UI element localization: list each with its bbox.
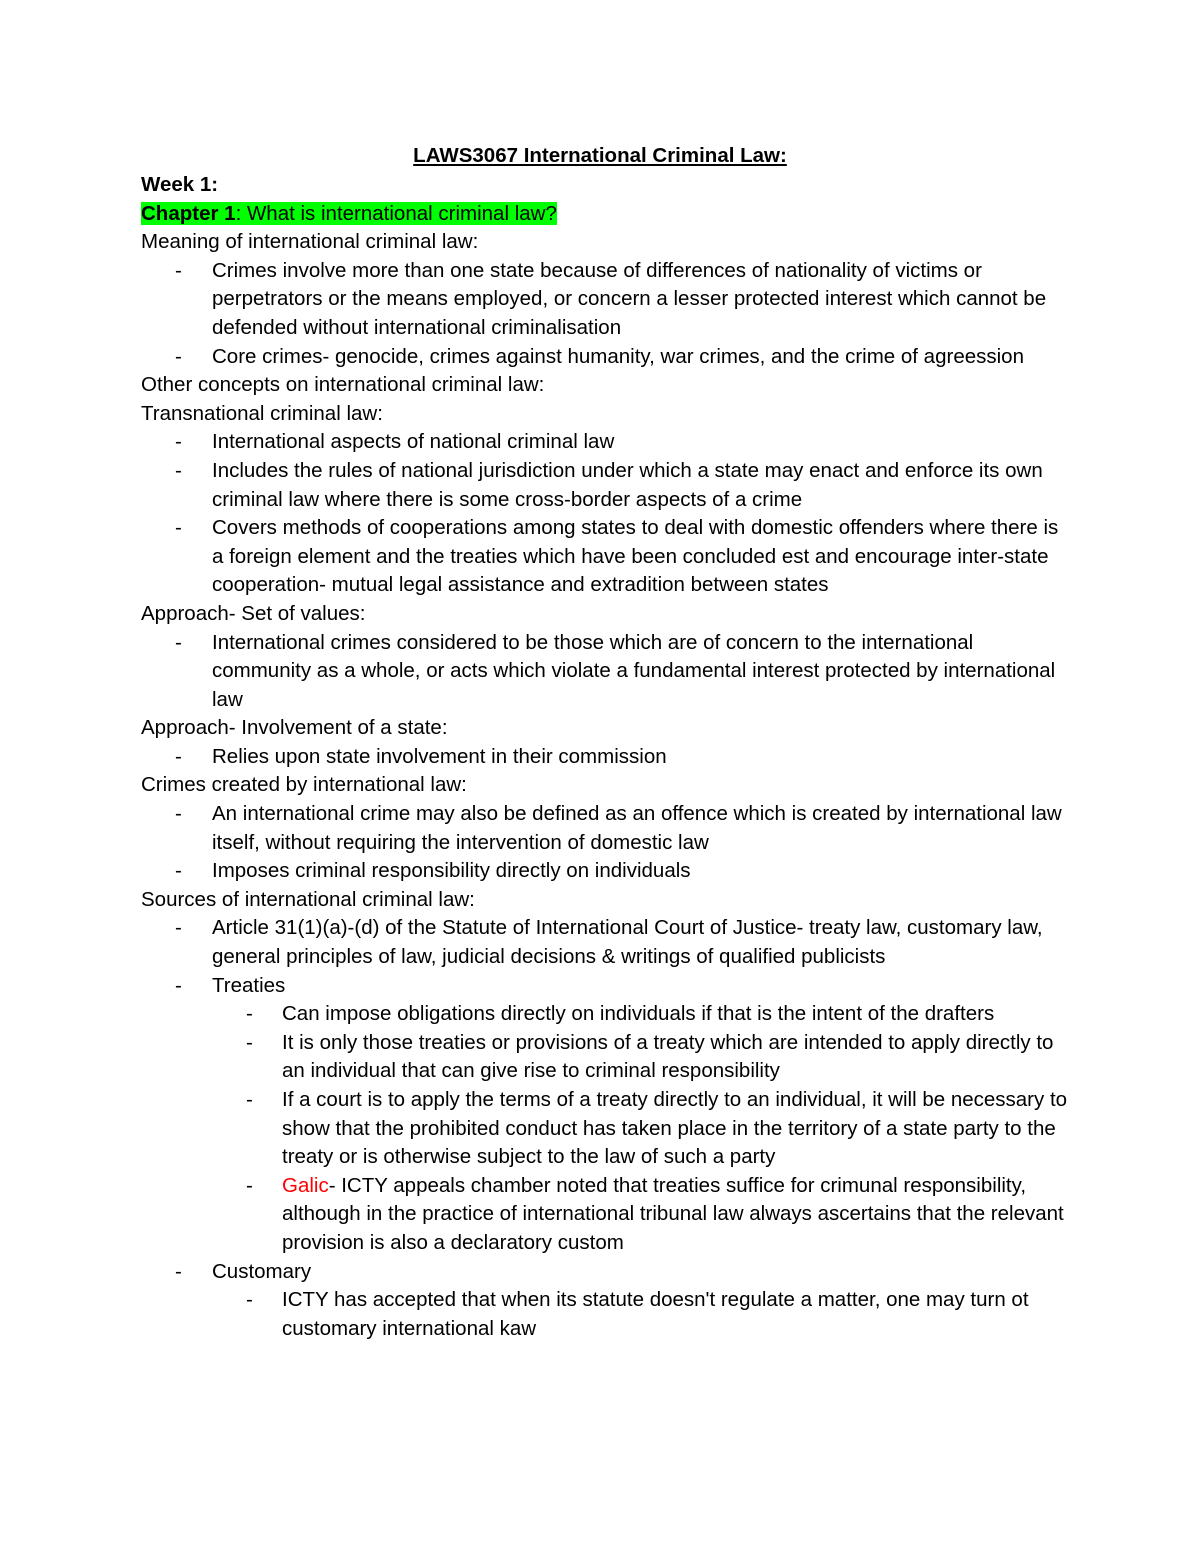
document-body	[141, 171, 1071, 1343]
list-item-customary	[141, 1258, 1071, 1287]
list-item-text: Imposes criminal responsibility directly on individuals	[212, 859, 691, 883]
chapter-heading	[141, 200, 1071, 229]
section-heading-involvement: Approach- Involvement of a state:	[141, 716, 448, 740]
list-item	[141, 629, 1071, 715]
bullet-dash: -	[246, 1002, 253, 1026]
section-heading-transnational: Transnational criminal law:	[141, 401, 383, 425]
bullet-dash: -	[246, 1288, 253, 1312]
document-title: LAWS3067 International Criminal Law:	[413, 144, 787, 167]
list-item	[141, 743, 1071, 772]
list-item-text: International aspects of national criminal law	[212, 430, 615, 454]
sub-list-item	[141, 1286, 1071, 1343]
bullet-dash: -	[175, 802, 182, 826]
bullet-dash: -	[175, 430, 182, 454]
list-item-text: Customary	[212, 1259, 312, 1283]
sub-list-item-text: - ICTY appeals chamber noted that treaties suffice for crimunal responsibility, although in the practice of international tribunal law always ascertains that the relevant provision is also a declaratory custom	[282, 1173, 1064, 1254]
list-item	[141, 457, 1071, 514]
list-item-text: Includes the rules of national jurisdiction under which a state may enact and enforce its own criminal law where there is some cross-border aspects of a crime	[212, 458, 1043, 511]
sub-list-item	[141, 1029, 1071, 1086]
bullet-dash: -	[175, 1259, 182, 1283]
bullet-dash: -	[175, 344, 182, 368]
bullet-dash: -	[175, 458, 182, 482]
section-heading-other-concepts: Other concepts on international criminal law:	[141, 373, 545, 397]
list-item	[141, 800, 1071, 857]
sub-list-item-galic	[141, 1172, 1071, 1258]
list-item-text: Relies upon state involvement in their commission	[212, 744, 667, 768]
list-item	[141, 514, 1071, 600]
bullet-dash: -	[175, 916, 182, 940]
bullet-dash: -	[175, 258, 182, 282]
list-item	[141, 428, 1071, 457]
list-item-text: An international crime may also be defined as an offence which is created by international law itself, without requiring the intervention of domestic law	[212, 802, 1062, 854]
sub-list-item-text: ICTY has accepted that when its statute doesn't regulate a matter, one may turn ot customary international kaw	[282, 1288, 1029, 1340]
bullet-dash: -	[246, 1173, 253, 1197]
list-item-text: Covers methods of cooperations among states to deal with domestic offenders where there is a foreign element and the treaties which have been concluded est and encourage inter-state cooperation- mutual legal assistance and extradition between states	[212, 516, 1059, 597]
list-item-text: Treaties	[212, 973, 286, 997]
bullet-dash: -	[175, 630, 182, 654]
case-name-galic: Galic	[282, 1173, 329, 1197]
week-heading: Week 1:	[141, 173, 219, 196]
bullet-dash: -	[175, 744, 182, 768]
list-item-treaties	[141, 972, 1071, 1001]
bullet-dash: -	[175, 516, 182, 540]
list-item	[141, 857, 1071, 886]
sub-list-item	[141, 1086, 1071, 1172]
bullet-dash: -	[175, 859, 182, 883]
list-item-text: Core crimes- genocide, crimes against humanity, war crimes, and the crime of agreession	[212, 344, 1024, 368]
section-heading-meaning: Meaning of international criminal law:	[141, 230, 479, 254]
list-item-text: Crimes involve more than one state because of differences of nationality of victims or perpetrators or the means employed, or concern a lesser protected interest which cannot be defended without international criminalisation	[212, 258, 1047, 339]
bullet-dash: -	[175, 973, 182, 997]
sub-list-item-text: If a court is to apply the terms of a treaty directly to an individual, it will be necessary to show that the prohibited conduct has taken place in the territory of a state party to the treaty or is otherwise subject to the law of such a party	[282, 1088, 1068, 1169]
chapter-label: Chapter 1	[141, 201, 236, 225]
list-item-text: International crimes considered to be those which are of concern to the international community as a whole, or acts which violate a fundamental interest protected by international law	[212, 630, 1056, 711]
sub-list-item-text: It is only those treaties or provisions of a treaty which are intended to apply directly to an individual that can give rise to criminal responsibility	[282, 1030, 1054, 1083]
section-heading-values: Approach- Set of values:	[141, 601, 366, 625]
bullet-dash: -	[246, 1030, 253, 1054]
sub-list-item	[141, 1000, 1071, 1029]
chapter-title: : What is international criminal law?	[235, 201, 557, 225]
list-item	[141, 343, 1071, 372]
section-heading-created: Crimes created by international law:	[141, 773, 467, 797]
section-heading-sources: Sources of international criminal law:	[141, 887, 475, 911]
bullet-dash: -	[246, 1088, 253, 1111]
list-item	[141, 257, 1071, 343]
list-item	[141, 914, 1071, 971]
list-item-text: Article 31(1)(a)-(d) of the Statute of International Court of Justice- treaty law, customary law, general principles of law, judicial decisions & writings of qualified publicists	[212, 916, 1043, 969]
sub-list-item-text: Can impose obligations directly on individuals if that is the intent of the drafters	[282, 1002, 995, 1026]
